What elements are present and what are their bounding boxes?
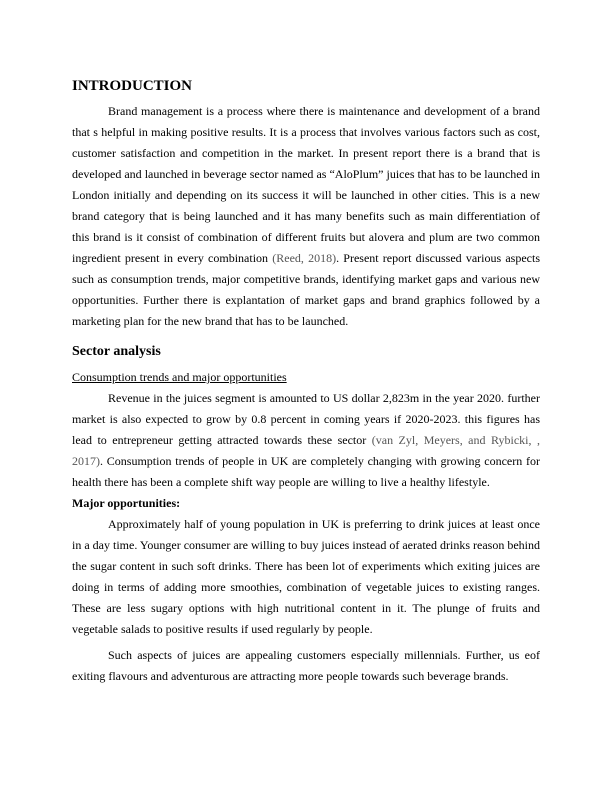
introduction-paragraph [72, 101, 540, 332]
sector-analysis-heading: Sector analysis [72, 344, 161, 359]
major-opportunities-heading: Major opportunities: [72, 496, 181, 510]
introduction-text-a: Brand management is a process where there is maintenance and development of a brand that s helpful in making positive results. It is a process that involves various factors such as cost, customer satisfaction and competition in the market. In present report there is a brand that is developed and launched in beverage sector named as “AloPlum” juices that has to be launched in London initially and depending on its success it will be launched in other cities. This is a new brand category that is being launched and it has many benefits such as main differentiation of this brand is it consist of combination of different fruits but alovera and plum are two common ingredient present in every combination [72, 104, 540, 265]
major-opportunities-paragraph-1: Approximately half of young population in UK is preferring to drink juices at least once in a day time. Younger consumer are willing to buy juices instead of aerated drinks reason behind the sugar content in such soft drinks. There has been lot of experiments which exiting juices are doing in terms of adding more smoothies, combination of vegetable juices to existing ranges. These are less sugary options with high nutritional content in it. The plunge of fruits and vegetable salads to positive results if used regularly by people. [72, 517, 540, 636]
consumption-trends-subheading: Consumption trends and major opportunities [72, 370, 287, 384]
introduction-citation: (Reed, 2018) [272, 251, 337, 265]
introduction-text-b: . Present report discussed various aspects such as consumption trends, major competitive brands, identifying market gaps and various new opportunities. Further there is explantation of market gaps and brand graphics followed by a marketing plan for the new brand that has to be launched. [72, 251, 541, 328]
sector-analysis-paragraph [72, 388, 540, 493]
sector-text-a: Revenue in the juices segment is amounted to US dollar 2,823m in the year 2020. further market is also expected to grow by 0.8 percent in coming years if 2020-2023. this figures has lead to entrepreneur getting attracted towards these sector [72, 391, 540, 447]
major-opportunities-paragraph-2: Such aspects of juices are appealing customers especially millennials. Further, us eof exiting flavours and adventurous are attracting more people towards such beverage brands. [72, 648, 540, 683]
document-page [72, 76, 540, 687]
sector-citation: (van Zyl, Meyers, and Rybicki, , 2017) [72, 433, 540, 468]
sector-text-b: . Consumption trends of people in UK are completely changing with growing concern for health there has been a complete shift way people are willing to live a healthy lifestyle. [72, 454, 540, 489]
introduction-heading: INTRODUCTION [72, 78, 193, 94]
